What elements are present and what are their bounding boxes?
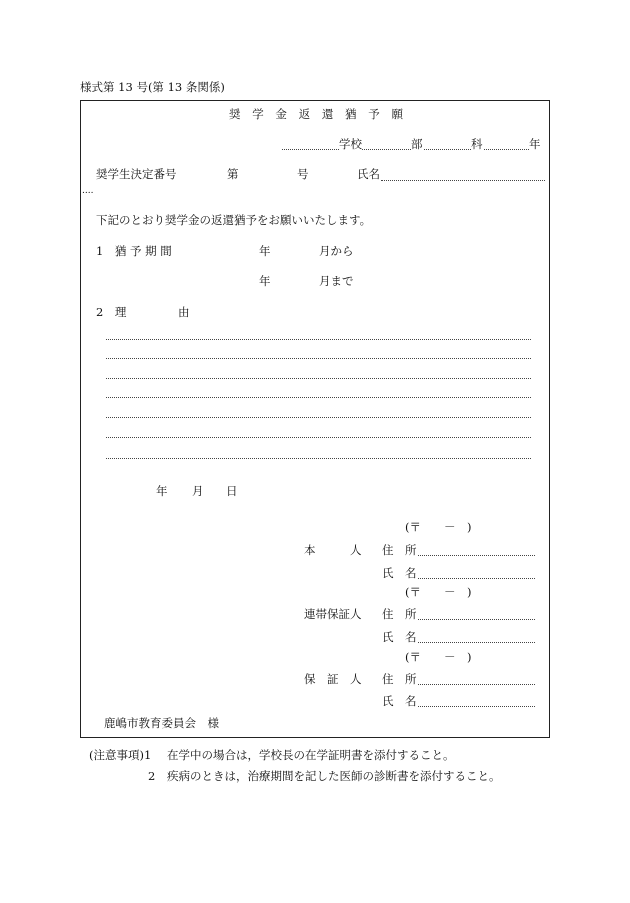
note-2: 疾病のときは，治療期間を記した医師の診断書を添付すること。 [167,769,501,783]
deferral-period-label: 1 猶 予 期 間 [96,244,172,258]
joint-guarantor-address-label: 住 所 [382,607,417,621]
guarantor-label: 保 証 人 [304,672,362,686]
reason-label-yu: 由 [178,305,190,319]
date-month: 月 [192,484,204,498]
self-label: 本 人 [304,543,362,557]
scholar-name-line [381,180,545,181]
reason-line [106,417,531,418]
reason-line [106,378,531,379]
joint-guarantor-name-line [418,642,535,643]
guarantor-postal: (〒 － ) [405,650,472,664]
note-2-number: 2 [148,769,156,783]
joint-guarantor-name-label: 氏 名 [382,630,417,644]
dept-label: 部 [411,137,423,151]
to-month: 月まで [319,274,354,288]
guarantor-address-line [418,684,535,685]
self-name-label: 氏 名 [382,566,417,580]
guarantor-name-label: 氏 名 [382,694,417,708]
form-title: 奨 学 金 返 還 猶 予 願 [229,107,407,121]
from-year: 年 [259,244,271,258]
go-label: 号 [297,167,309,181]
year-label: 年 [529,137,541,151]
reason-line [106,339,531,340]
date-year: 年 [156,484,168,498]
reason-line [106,397,531,398]
subject-label: 科 [471,137,483,151]
to-year: 年 [259,274,271,288]
note-1: 在学中の場合は，学校長の在学証明書を添付すること。 [167,748,455,762]
notes-heading: (注意事項)1 [89,748,152,762]
self-name-line [418,578,535,579]
self-address-line [418,555,535,556]
form-number: 様式第 13 号(第 13 条関係) [80,80,225,94]
guarantor-name-line [418,706,535,707]
reason-label: 2 理 [96,305,127,319]
date-day: 日 [226,484,238,498]
addressee: 鹿嶋市教育委員会 様 [104,716,219,730]
scholar-number-label: 奨学生決定番号 [96,167,177,181]
self-postal: (〒 － ) [405,520,472,534]
reason-line [106,358,531,359]
self-address-label: 住 所 [382,543,417,557]
guarantor-address-label: 住 所 [382,672,417,686]
joint-guarantor-postal: (〒 － ) [405,585,472,599]
reason-line [106,458,531,459]
scholar-leftover-dots: .... [82,186,94,196]
request-text: 下記のとおり奨学金の返還猶予をお願いいたします。 [96,213,372,227]
reason-line [106,437,531,438]
dai-label: 第 [227,167,239,181]
scholar-name-label: 氏名 [357,167,380,181]
joint-guarantor-address-line [418,619,535,620]
school-label: 学校 [339,137,362,151]
joint-guarantor-label: 連帯保証人 [304,607,362,621]
from-month: 月から [319,244,354,258]
